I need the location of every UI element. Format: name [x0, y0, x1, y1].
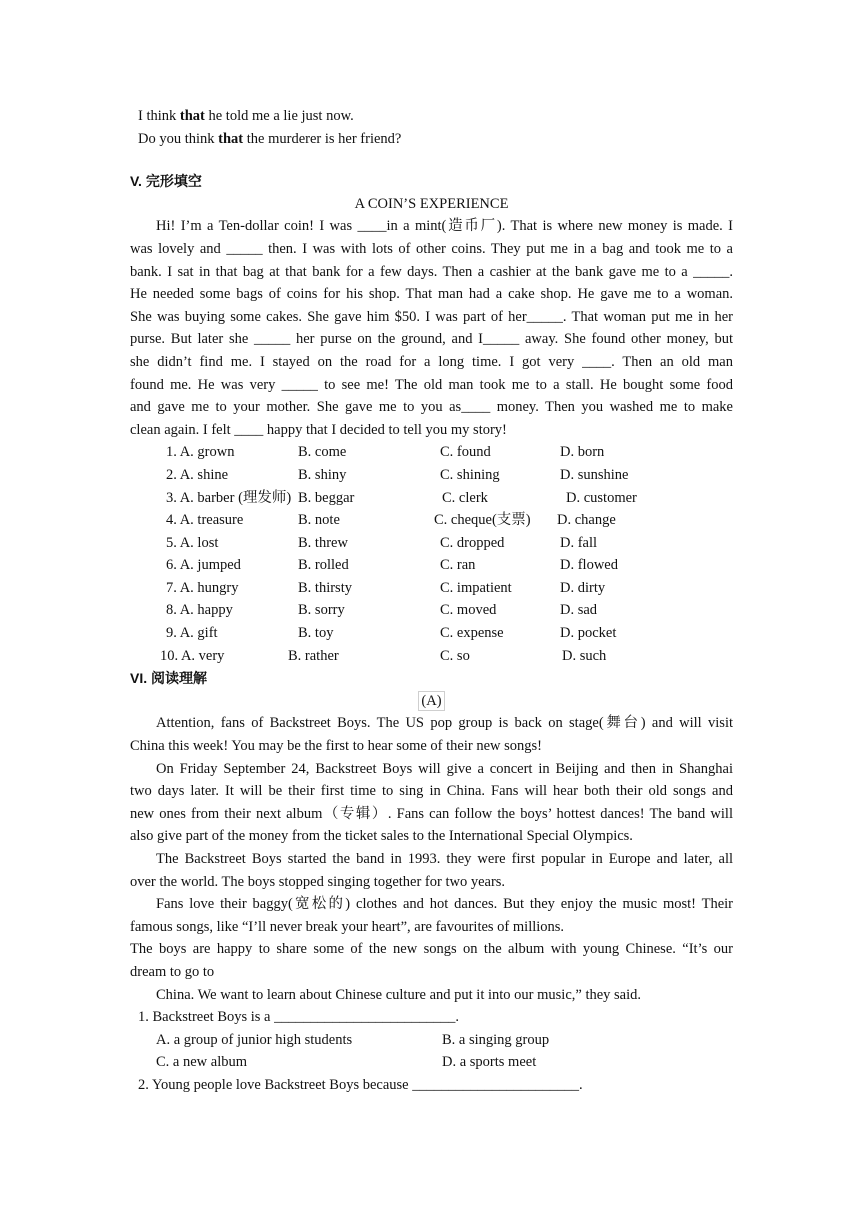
- passage-line: famous songs, like “I’ll never break your heart”, are favourites of millions.: [130, 918, 565, 935]
- option-choice: 3. A. barber (理发师): [166, 489, 292, 506]
- passage-line: also give part of the money from the ticket sales to the International Special Olympics.: [130, 828, 633, 845]
- option-row: [130, 464, 733, 487]
- option-choice: B. shiny: [298, 466, 347, 483]
- option-row: [130, 599, 733, 622]
- option-row: [130, 1051, 733, 1074]
- sentence-part: Do you think: [138, 130, 219, 147]
- option-choice: B. a singing group: [442, 1031, 550, 1048]
- passage-label: [130, 690, 733, 713]
- option-choice: 9. A. gift: [166, 625, 218, 642]
- option-choice: 5. A. lost: [166, 534, 219, 551]
- option-choice: D. pocket: [560, 625, 617, 642]
- option-choice: C. a new album: [156, 1054, 248, 1071]
- reading-questions: [130, 1006, 733, 1096]
- option-row: [130, 645, 733, 668]
- option-row: [130, 577, 733, 600]
- sentence-part: he told me a lie just now.: [204, 108, 354, 124]
- section-6-heading: VI. 阅读理解: [130, 670, 208, 687]
- example-sentence: [130, 128, 733, 151]
- option-choice: B. sorry: [298, 602, 345, 619]
- passage-line: found me. He was very _____ to see me! The old man took me to a stall. He bought some food: [130, 376, 733, 393]
- cloze-options: [130, 441, 733, 667]
- option-choice: D. fall: [560, 534, 598, 551]
- passage-line: two days later. It will be their first time to sing in China. Fans will hear both their old songs and: [130, 783, 733, 800]
- option-choice: D. sad: [560, 602, 598, 619]
- option-choice: C. so: [440, 647, 470, 664]
- option-choice: C. expense: [440, 625, 504, 642]
- sentence-part: the murderer is her friend?: [243, 130, 402, 147]
- option-choice: B. beggar: [298, 489, 355, 506]
- passage-label-text: (A): [418, 691, 444, 711]
- option-choice: 2. A. shine: [166, 466, 229, 483]
- passage-line: was lovely and _____ then. I was with lots of other coins. They put me in a bag and took me to a: [130, 240, 733, 257]
- option-choice: B. note: [298, 512, 340, 529]
- option-row: [130, 487, 733, 510]
- emphasis-word: that: [218, 130, 244, 147]
- cloze-passage: [130, 215, 733, 441]
- passage-line: The Backstreet Boys started the band in 1993. they were first popular in Europe and later, all: [156, 851, 733, 867]
- option-choice: D. such: [562, 647, 607, 664]
- emphasis-word: that: [179, 108, 205, 124]
- passage-line: Fans love their baggy(宽松的) clothes and hot dances. But they enjoy the music most! Their: [156, 896, 733, 913]
- option-choice: 1. A. grown: [166, 444, 235, 461]
- passage-line: over the world. The boys stopped singing together for two years.: [130, 873, 506, 890]
- option-choice: 10. A. very: [160, 647, 225, 664]
- option-choice: C. found: [440, 444, 491, 461]
- option-choice: C. shining: [440, 466, 500, 483]
- option-choice: D. change: [557, 512, 616, 529]
- option-choice: C. ran: [440, 557, 476, 574]
- option-choice: B. rather: [288, 647, 339, 664]
- option-row: [130, 532, 733, 555]
- passage-line: she didn’t find me. I stayed on the road for a long time. I got very ____. Then an old man: [130, 353, 733, 370]
- option-choice: D. flowed: [560, 557, 618, 574]
- option-choice: C. cheque(支票): [434, 512, 531, 529]
- option-choice: 8. A. happy: [166, 602, 233, 619]
- option-choice: C. clerk: [442, 489, 488, 506]
- passage-line: Hi! I’m a Ten-dollar coin! I was ____in a mint(造币厂). That is where new money is made. I: [156, 218, 733, 235]
- option-choice: B. come: [298, 444, 347, 461]
- passage-line: China this week! You may be the first to hear some of their new songs!: [130, 738, 542, 755]
- passage-line: bank. I sat in that bag at that bank for a few days. Then a cashier at the bank gave me to a _____.: [130, 263, 733, 280]
- passage-line: The boys are happy to share some of the new songs on the album with young Chinese. “It’s our: [130, 941, 733, 958]
- passage-line: He needed some bags of coins for his shop. That man had a cake shop. He gave me to a woman.: [130, 286, 733, 303]
- passage-line: and gave me to your mother. She gave me to you as____ money. Then you washed me to make: [130, 399, 733, 416]
- option-choice: A. a group of junior high students: [156, 1031, 353, 1048]
- option-choice: B. thirsty: [298, 579, 352, 596]
- option-choice: D. born: [560, 444, 605, 461]
- passage-line: Attention, fans of Backstreet Boys. The US pop group is back on stage(舞台) and will visit: [156, 715, 733, 732]
- option-row: [130, 554, 733, 577]
- passage-title: A COIN’S EXPERIENCE: [354, 195, 509, 212]
- passage-line: She was buying some cakes. She gave him $50. I was part of her_____. That woman put me in her: [130, 308, 733, 325]
- option-choice: B. toy: [298, 625, 334, 642]
- document-page: [130, 105, 733, 1097]
- option-choice: D. sunshine: [560, 466, 629, 483]
- option-choice: 7. A. hungry: [166, 579, 239, 596]
- option-choice: B. rolled: [298, 557, 349, 574]
- option-choice: C. dropped: [440, 534, 505, 551]
- option-choice: B. threw: [298, 534, 348, 551]
- option-choice: C. impatient: [440, 579, 512, 596]
- option-choice: D. dirty: [560, 579, 606, 596]
- passage-line: purse. But later she _____ her purse on the ground, and I_____ away. She found other money, but: [130, 331, 733, 348]
- option-row: [130, 1029, 733, 1052]
- passage-line: dream to go to: [130, 963, 215, 980]
- option-row: [130, 622, 733, 645]
- passage-line: On Friday September 24, Backstreet Boys will give a concert in Beijing and then in Shanghai: [156, 760, 733, 777]
- question-stem: 2. Young people love Backstreet Boys because _______________________.: [138, 1076, 583, 1093]
- option-row: [130, 509, 733, 532]
- passage-line: new ones from their next album（专辑）. Fans can follow the boys’ hottest dances! The band will: [130, 805, 733, 822]
- option-choice: D. customer: [566, 489, 637, 506]
- section-5-heading: V. 完形填空: [130, 173, 202, 190]
- option-choice: D. a sports meet: [442, 1054, 537, 1071]
- option-choice: 6. A. jumped: [166, 557, 241, 574]
- passage-line: clean again. I felt ____ happy that I decided to tell you my story!: [130, 421, 507, 438]
- sentence-part: I think: [138, 108, 180, 124]
- option-choice: C. moved: [440, 602, 497, 619]
- option-choice: 4. A. treasure: [166, 512, 244, 529]
- reading-passage: [130, 712, 733, 1006]
- example-sentence: [130, 105, 733, 128]
- example-sentences: [130, 105, 733, 150]
- question-stem: 1. Backstreet Boys is a _________________________.: [138, 1009, 459, 1026]
- passage-line: China. We want to learn about Chinese culture and put it into our music,” they said.: [156, 986, 642, 1003]
- option-row: [130, 441, 733, 464]
